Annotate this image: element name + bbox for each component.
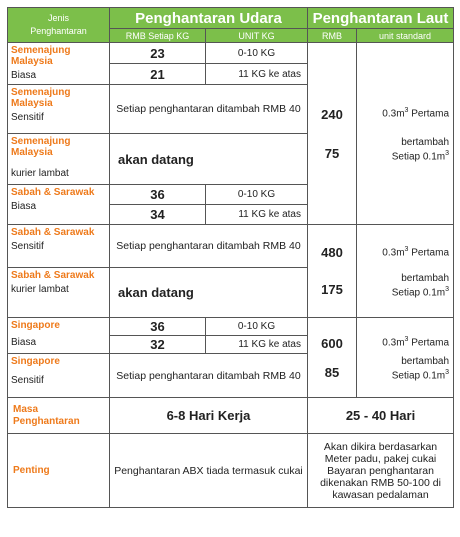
region-sabah-biasa [8,185,110,225]
region-sabah-kurier [8,268,110,318]
sensitif-note: Setiap penghantaran ditambah RMB 40 [110,225,308,268]
sea-unit-first-value: 0.3m [382,108,405,119]
region-semenajung-sensitif [8,85,110,134]
masa-label-a: Masa [13,403,39,415]
range-11kg-up: 11 KG ke atas [206,336,308,354]
price-11kg-up: 21 [110,64,206,85]
sea-unit-cell [357,225,454,318]
penting-label: Penting [13,464,50,476]
sea-unit-first-tail: Pertama [408,108,450,119]
region-sabah-sensitif [8,225,110,268]
region-name: Semenajung Malaysia [11,136,71,158]
sea-unit-first-value: 0.3m [382,247,405,259]
region-type-sensitif: Sensitif [11,241,44,252]
sea-price-first: 600 [321,335,343,351]
price-11kg-up: 32 [110,336,206,354]
region-type-biasa: Biasa [11,70,37,81]
region-type-kurier: kurier lambat [11,168,69,179]
sea-price-cell [308,225,357,318]
sea-unit-first [357,334,453,348]
sea-unit-additional-b-text: Setiap 0.1m [391,286,446,298]
penting-udara: Penghantaran ABX tiada termasuk cukai [110,434,308,508]
range-0-10kg: 0-10 KG [206,43,308,64]
kurier-coming-soon: akan datang [110,134,308,185]
header-unit-standard: unit standard [357,29,454,43]
price-0-10kg: 36 [110,185,206,205]
header-udara: Penghantaran Udara [110,8,308,29]
sea-unit-additional-b-sup: 3 [445,285,450,293]
sea-unit-cell [357,318,454,398]
kurier-coming-soon: akan datang [110,268,308,318]
region-name: Singapore [11,320,60,331]
sea-unit-first [357,244,453,258]
region-name: Semenajung Malaysia [11,45,71,67]
sea-price-cell [308,318,357,398]
header-jenis-penghantaran [8,8,110,43]
sensitif-note: Setiap penghantaran ditambah RMB 40 [110,85,308,134]
sea-unit-first-tail: Pertama [408,337,450,348]
sea-unit-additional-b-text: Setiap 0.1m [391,151,446,163]
sea-unit-additional-b [357,148,453,162]
sea-unit-first-value: 0.3m [382,337,405,348]
region-name: Sabah & Sarawak [11,227,95,238]
sea-unit-additional-a: bertambah [401,356,450,367]
header-rmb-setiap-kg: RMB Setiap KG [110,29,206,43]
sea-price-first: 480 [321,245,343,260]
range-0-10kg: 0-10 KG [206,185,308,205]
price-0-10kg: 36 [110,318,206,336]
sea-unit-additional-b [357,284,453,298]
region-name: Sabah & Sarawak [11,187,95,198]
price-11kg-up: 34 [110,205,206,225]
masa-label-cell [8,398,110,434]
sea-unit-first-sup: 3 [404,106,409,114]
header-unit-kg: UNIT KG [206,29,308,43]
sea-unit-first-sup: 3 [404,335,409,343]
range-11kg-up: 11 KG ke atas [206,205,308,225]
masa-udara: 6-8 Hari Kerja [110,398,308,434]
sea-price-additional: 175 [321,282,343,297]
sea-unit-additional-b-text: Setiap 0.1m [391,370,446,382]
region-name: Semenajung Malaysia [11,87,71,109]
header-rmb: RMB [308,29,357,43]
sensitif-note: Setiap penghantaran ditambah RMB 40 [110,354,308,398]
sea-price-cell [308,43,357,225]
sea-price-additional: 75 [324,145,340,161]
header-penghantaran-label: Penghantaran [30,26,87,36]
region-singapore-biasa [8,318,110,354]
price-0-10kg: 23 [110,43,206,64]
sea-price-first: 240 [321,106,343,122]
sea-unit-additional-a: bertambah [401,137,450,148]
penting-laut: Akan dikira berdasarkan Meter padu, pakej cukai Bayaran penghantaran dikenakan RMB 50-100 di kawasan pedalaman [308,434,454,508]
region-type-sensitif: Sensitif [11,112,44,123]
sea-unit-first [357,105,453,119]
sea-unit-first-sup: 3 [404,246,409,254]
region-type-biasa: Biasa [11,337,37,348]
region-name: Singapore [11,356,60,367]
region-type-kurier: kurier lambat [11,284,69,295]
header-jenis-label: Jenis [47,13,69,23]
penting-label-cell [8,434,110,508]
range-11kg-up: 11 KG ke atas [206,64,308,85]
masa-laut: 25 - 40 Hari [308,398,454,434]
region-name: Sabah & Sarawak [11,270,95,281]
sea-unit-additional-a: bertambah [401,272,450,284]
sea-price-additional: 85 [324,364,340,380]
sea-unit-additional-b-sup: 3 [445,369,450,376]
region-semenajung-kurier [8,134,110,185]
region-type-biasa: Biasa [11,201,37,212]
shipping-rate-table [7,7,454,508]
region-singapore-sensitif [8,354,110,398]
region-type-sensitif: Sensitif [11,375,44,386]
sea-unit-additional-b [357,367,453,381]
header-laut: Penghantaran Laut [308,8,454,29]
sea-unit-first-tail: Pertama [408,247,450,259]
masa-label-b: Penghantaran [13,415,80,427]
sea-unit-additional-b-sup: 3 [445,150,450,157]
sea-unit-cell [357,43,454,225]
range-0-10kg: 0-10 KG [206,318,308,336]
region-semenajung-biasa [8,43,110,85]
